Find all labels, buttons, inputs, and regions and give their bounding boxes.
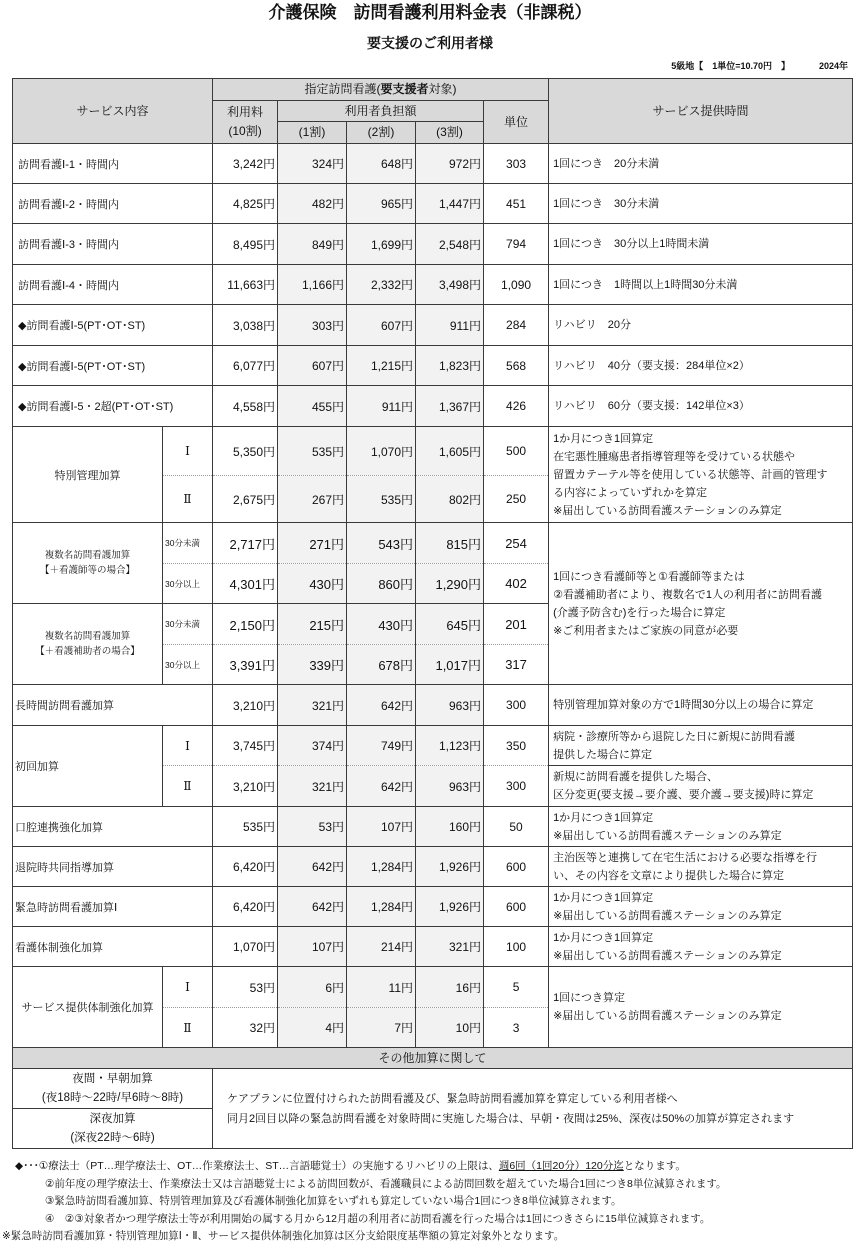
burden-3: 1,926円 (416, 847, 484, 887)
units: 794 (484, 224, 549, 265)
footnote-3: ③緊急時訪問看護加算、特別管理加算及び看護体制強化加算をいずれも算定していない場合1回につき8単位減算されます。 (45, 1195, 622, 1207)
burden-1: 324円 (278, 144, 347, 184)
burden-2: 430円 (347, 604, 416, 645)
footnote-2: ②前年度の理学療法士、作業療法士又は言語聴覚士による訪問回数が、看護職員による訪問回数を超えていた場合1回につき8単位減算されます。 (45, 1177, 727, 1190)
service-name: 退院時共同指導加算 (13, 847, 213, 887)
fee-10: 32円 (213, 1008, 278, 1048)
sonota-description (213, 1069, 853, 1149)
burden-2: 7円 (347, 1008, 416, 1048)
burden-1: 430円 (278, 564, 347, 604)
desc-line: 1回につき算定 (553, 992, 625, 1004)
burden-2: 642円 (347, 685, 416, 726)
fee-10: 3,210円 (213, 766, 278, 807)
header-service: サービス内容 (13, 79, 213, 144)
desc-line: 新規に訪問看護を提供した場合、 (553, 771, 719, 783)
burden-3: 963円 (416, 766, 484, 807)
burden-2: 107円 (347, 807, 416, 847)
units: 5 (484, 967, 549, 1008)
units: 350 (484, 726, 549, 766)
header-group-bold: 要支援者 (380, 82, 429, 96)
desc-line: ケアプランに位置付けられた訪問看護及び、緊急時訪問看護加算を算定している利用者様へ (227, 1092, 678, 1105)
burden-3: 645円 (416, 604, 484, 645)
burden-3: 16円 (416, 967, 484, 1008)
page-title: 介護保険 訪問看護利用料金表（非課税） (268, 3, 592, 22)
burden-1: 1,166円 (278, 265, 347, 305)
burden-3: 1,017円 (416, 645, 484, 685)
burden-3: 1,605円 (416, 427, 484, 476)
units: 100 (484, 927, 549, 967)
units: 254 (484, 523, 549, 564)
burden-1: 6円 (278, 967, 347, 1008)
surcharge-hours: (夜18時～22時/早6時～8時) (41, 1091, 184, 1104)
year-label: 2024年 (818, 61, 848, 71)
burden-1: 107円 (278, 927, 347, 967)
service-time (549, 766, 853, 807)
table-row (13, 184, 853, 224)
table-row (13, 726, 853, 766)
units: 500 (484, 427, 549, 476)
page-subtitle: 要支援のご利用者様 (367, 35, 493, 51)
burden-2: 965円 (347, 184, 416, 224)
units: 426 (484, 386, 549, 427)
burden-2: 543円 (347, 523, 416, 564)
burden-1: 339円 (278, 645, 347, 685)
service-name: 訪問看護Ⅰ-2・時間内 (13, 184, 213, 224)
fee-10: 6,077円 (213, 346, 278, 386)
burden-1: 267円 (278, 476, 347, 523)
burden-3: 963円 (416, 685, 484, 726)
burden-2: 1,284円 (347, 847, 416, 887)
service-time (549, 967, 853, 1048)
sub-label: 30分以上 (163, 564, 213, 604)
units: 1,090 (484, 265, 549, 305)
service-name: サービス提供体制強化加算 (13, 967, 163, 1048)
burden-1: 607円 (278, 346, 347, 386)
header-b3: (3割) (416, 122, 484, 144)
header-row (13, 79, 853, 101)
table-row (13, 265, 853, 305)
desc-line: 区分変更(要支援→要介護、要介護→要支援)時に算定 (553, 789, 814, 801)
units: 300 (484, 685, 549, 726)
fee-10: 6,420円 (213, 847, 278, 887)
fee-10: 11,663円 (213, 265, 278, 305)
burden-3: 2,548円 (416, 224, 484, 265)
surcharge-hours: (深夜22時～6時) (70, 1131, 155, 1144)
burden-3: 1,926円 (416, 887, 484, 927)
burden-3: 321円 (416, 927, 484, 967)
service-name: 長時間訪問看護加算 (13, 685, 213, 726)
fee-10: 3,391円 (213, 645, 278, 685)
header-fee-label: 利用料 (227, 105, 264, 119)
fee-table (12, 78, 853, 1149)
sonota-header: その他加算に関して (13, 1048, 853, 1069)
burden-3: 10円 (416, 1008, 484, 1048)
service-name: 緊急時訪問看護加算Ⅰ (13, 887, 213, 927)
header-group (213, 79, 549, 101)
footnote-1 (0, 1158, 860, 1176)
burden-1: 482円 (278, 184, 347, 224)
desc-line: ※ご利用者またはご家族の同意が必要 (553, 624, 739, 637)
table-row (13, 427, 853, 476)
header-burden: 利用者負担額 (278, 101, 484, 122)
desc-line: 主治医等と連携して在宅生活における必要な指導を行 (553, 851, 818, 864)
header-fee-sub: (10割) (228, 124, 262, 138)
burden-2: 2,332円 (347, 265, 416, 305)
sub-label: Ⅱ (163, 476, 213, 523)
header-time: サービス提供時間 (549, 79, 853, 144)
burden-3: 1,290円 (416, 564, 484, 604)
sub-label: Ⅰ (163, 726, 213, 766)
service-time (549, 427, 853, 523)
sub-label: Ⅰ (163, 967, 213, 1008)
desc-line: ②看護補助者により、複数名で1人の利用者に訪問看護 (553, 588, 823, 601)
table-row (13, 847, 853, 887)
table-row (13, 887, 853, 927)
table-row (13, 305, 853, 346)
header-b1: (1割) (278, 122, 347, 144)
service-name-note: 【＋看護補助者の場合】 (35, 646, 140, 657)
units: 600 (484, 847, 549, 887)
fee-10: 4,301円 (213, 564, 278, 604)
service-time (549, 726, 853, 766)
burden-2: 11円 (347, 967, 416, 1008)
sub-label: 30分未満 (163, 523, 213, 564)
service-name (13, 523, 163, 604)
fee-10: 3,745円 (213, 726, 278, 766)
units: 568 (484, 346, 549, 386)
table-row (13, 386, 853, 427)
burden-2: 535円 (347, 476, 416, 523)
desc-line: 在宅悪性腫瘍患者指導管理等を受けている状態や (553, 450, 796, 463)
service-time: 1回につき 20分未満 (549, 144, 853, 184)
burden-2: 860円 (347, 564, 416, 604)
service-time: リハビリ 20分 (549, 305, 853, 346)
late-night-surcharge (13, 1109, 213, 1149)
service-time: 1回につき 1時間以上1時間30分未満 (549, 265, 853, 305)
burden-1: 303円 (278, 305, 347, 346)
desc-line: 1か月につき1回算定 (553, 931, 654, 944)
desc-line: る内容によっていずれかを算定 (553, 486, 708, 499)
burden-2: 1,070円 (347, 427, 416, 476)
service-time (549, 807, 853, 847)
burden-1: 455円 (278, 386, 347, 427)
units: 303 (484, 144, 549, 184)
desc-line: 1か月につき1回算定 (553, 891, 654, 904)
fee-10: 535円 (213, 807, 278, 847)
surcharge-name: 夜間・早朝加算 (72, 1072, 153, 1085)
fee-10: 1,070円 (213, 927, 278, 967)
fee-10: 3,210円 (213, 685, 278, 726)
fee-10: 2,150円 (213, 604, 278, 645)
burden-1: 271円 (278, 523, 347, 564)
burden-1: 642円 (278, 847, 347, 887)
table-row (13, 224, 853, 265)
burden-1: 849円 (278, 224, 347, 265)
burden-3: 972円 (416, 144, 484, 184)
fee-10: 4,558円 (213, 386, 278, 427)
desc-line: (介護予防含む)を行った場合に算定 (553, 606, 726, 619)
desc-line: ※届出している訪問看護ステーションのみ算定 (553, 504, 782, 517)
table-row (13, 523, 853, 564)
burden-3: 815円 (416, 523, 484, 564)
desc-line: 1か月につき1回算定 (553, 432, 654, 445)
burden-3: 911円 (416, 305, 484, 346)
burden-2: 214円 (347, 927, 416, 967)
desc-line: ※届出している訪問看護ステーションのみ算定 (553, 829, 782, 842)
fee-10: 53円 (213, 967, 278, 1008)
service-time: リハビリ 60分（要支援：142単位×3） (549, 386, 853, 427)
footnote-1-text: ①療法士（PT…理学療法士、OT…作業療法士、ST…言語聴覚士）の実施するリハビリの上限は、 (38, 1160, 499, 1172)
fee-10: 4,825円 (213, 184, 278, 224)
burden-2: 1,284円 (347, 887, 416, 927)
burden-3: 1,123円 (416, 726, 484, 766)
fee-10: 2,675円 (213, 476, 278, 523)
burden-1: 642円 (278, 887, 347, 927)
desc-line: 同月2回目以降の緊急訪問看護を対象時間に実施した場合は、早朝・夜間は25%、深夜は50%の加算が算定されます (227, 1112, 795, 1125)
fee-10: 3,038円 (213, 305, 278, 346)
service-name: ◆訪問看護Ⅰ-5・2超(PT･OT･ST) (13, 386, 213, 427)
desc-line: ※届出している訪問看護ステーションのみ算定 (553, 909, 782, 922)
service-time (549, 847, 853, 887)
units: 201 (484, 604, 549, 645)
units: 3 (484, 1008, 549, 1048)
desc-line: い、その内容を文章により提供した場合に算定 (553, 869, 785, 882)
burden-3: 802円 (416, 476, 484, 523)
service-name: ◆訪問看護Ⅰ-5(PT･OT･ST) (13, 305, 213, 346)
service-name: 訪問看護Ⅰ-3・時間内 (13, 224, 213, 265)
table-row (13, 1069, 853, 1109)
service-time: 特別管理加算対象の方で1時間30分以上の場合に算定 (549, 685, 853, 726)
region-unit-note: 5級地【 1単位=10.70円 】 (671, 61, 790, 71)
service-name-note: 【＋看護師等の場合】 (39, 565, 135, 576)
footnote-1-end: となります。 (623, 1160, 686, 1172)
burden-1: 321円 (278, 685, 347, 726)
units: 250 (484, 476, 549, 523)
burden-1: 215円 (278, 604, 347, 645)
desc-line: 提供した場合に算定 (553, 748, 653, 761)
burden-1: 374円 (278, 726, 347, 766)
burden-3: 1,823円 (416, 346, 484, 386)
burden-2: 911円 (347, 386, 416, 427)
sub-label: 30分以上 (163, 645, 213, 685)
night-early-surcharge (13, 1069, 213, 1109)
service-time: 1回につき 30分以上1時間未満 (549, 224, 853, 265)
service-name: ◆訪問看護Ⅰ-5(PT･OT･ST) (13, 346, 213, 386)
burden-2: 648円 (347, 144, 416, 184)
burden-3: 3,498円 (416, 265, 484, 305)
fee-10: 8,495円 (213, 224, 278, 265)
header-unit: 単位 (484, 101, 549, 144)
table-row (13, 927, 853, 967)
table-row (13, 144, 853, 184)
units: 402 (484, 564, 549, 604)
burden-1: 535円 (278, 427, 347, 476)
table-row (13, 346, 853, 386)
fee-10: 3,242円 (213, 144, 278, 184)
surcharge-name: 深夜加算 (89, 1112, 136, 1125)
service-name: 特別管理加算 (13, 427, 163, 523)
section-header-row (13, 1048, 853, 1069)
service-name-main: 複数名訪問看護加算 (44, 631, 131, 642)
desc-line: 1か月につき1回算定 (553, 811, 654, 824)
desc-line: ※届出している訪問看護ステーションのみ算定 (553, 1010, 782, 1022)
desc-line: 留置カテーテル等を使用している状態等、計画的管理す (553, 468, 828, 481)
header-group-prefix: 指定訪問看護( (304, 82, 381, 96)
burden-2: 642円 (347, 766, 416, 807)
service-time (549, 887, 853, 927)
fee-10: 5,350円 (213, 427, 278, 476)
units: 451 (484, 184, 549, 224)
service-time: 1回につき 30分未満 (549, 184, 853, 224)
footnote-1-underlined: 週6回（1回20分）120分迄 (498, 1160, 624, 1172)
burden-3: 160円 (416, 807, 484, 847)
service-name: 看護体制強化加算 (13, 927, 213, 967)
units: 50 (484, 807, 549, 847)
sub-label: Ⅱ (163, 1008, 213, 1048)
sub-label: Ⅰ (163, 427, 213, 476)
burden-2: 1,699円 (347, 224, 416, 265)
header-fee (213, 101, 278, 144)
service-time: リハビリ 40分（要支援：284単位×2） (549, 346, 853, 386)
service-name-main: 複数名訪問看護加算 (44, 550, 131, 561)
table-row (13, 685, 853, 726)
service-name (13, 604, 163, 685)
sub-label: Ⅱ (163, 766, 213, 807)
burden-3: 1,447円 (416, 184, 484, 224)
units: 600 (484, 887, 549, 927)
units: 317 (484, 645, 549, 685)
burden-2: 1,215円 (347, 346, 416, 386)
service-name: 訪問看護Ⅰ-1・時間内 (13, 144, 213, 184)
service-name: 訪問看護Ⅰ-4・時間内 (13, 265, 213, 305)
desc-line: 1回につき看護師等と①看護師等または (553, 570, 745, 583)
burden-1: 321円 (278, 766, 347, 807)
sub-label: 30分未満 (163, 604, 213, 645)
header-b2: (2割) (347, 122, 416, 144)
fee-10: 6,420円 (213, 887, 278, 927)
units: 284 (484, 305, 549, 346)
desc-line: ※届出している訪問看護ステーションのみ算定 (553, 949, 782, 962)
burden-2: 678円 (347, 645, 416, 685)
service-name: 初回加算 (13, 726, 163, 807)
fee-10: 2,717円 (213, 523, 278, 564)
table-row (13, 967, 853, 1008)
burden-1: 53円 (278, 807, 347, 847)
service-time (549, 523, 853, 685)
service-time (549, 927, 853, 967)
burden-3: 1,367円 (416, 386, 484, 427)
footnotes (0, 1158, 860, 1246)
footnote-5: ※緊急時訪問看護加算・特別管理加算Ⅰ・Ⅱ、サービス提供体制強化加算は区分支給限度基準額の算定対象外となります。 (2, 1230, 565, 1242)
units: 300 (484, 766, 549, 807)
burden-2: 607円 (347, 305, 416, 346)
footnote-4: ④ ②③対象者かつ理学療法士等が利用開始の属する月から12月超の利用者に訪問看護を行った場合は1回につきさらに15単位減算されます。 (45, 1212, 711, 1225)
service-name: 口腔連携強化加算 (13, 807, 213, 847)
burden-1: 4円 (278, 1008, 347, 1048)
table-row (13, 807, 853, 847)
header-group-suffix: 対象) (428, 82, 457, 96)
footnote-marker: ◆･･･ (15, 1160, 39, 1172)
burden-2: 749円 (347, 726, 416, 766)
desc-line: 病院・診療所等から退院した日に新規に訪問看護 (553, 730, 796, 743)
